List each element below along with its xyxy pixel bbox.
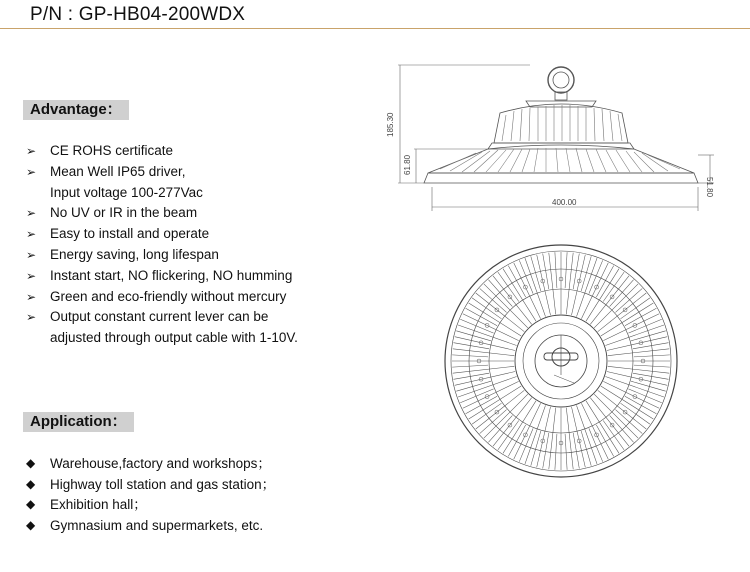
application-item: ◆ Gymnasium and supermarkets, etc.	[26, 516, 275, 537]
arrow-bullet-icon: ➢	[26, 247, 37, 262]
advantage-item: ➢ CE ROHS certificate	[26, 141, 298, 162]
top-view-drawing	[445, 245, 677, 477]
arrow-bullet-icon: ➢	[26, 289, 37, 304]
advantage-item: ➢ Energy saving, long lifespan	[26, 245, 298, 266]
advantage-list	[26, 141, 298, 349]
diamond-bullet-icon: ◆	[26, 518, 36, 533]
application-item: ◆ Warehouse,factory and workshops；	[26, 454, 275, 475]
advantage-item: ➢ Mean Well IP65 driver,	[26, 162, 298, 183]
total-height-dimension: 185.30	[386, 112, 395, 137]
arrow-bullet-icon: ➢	[26, 144, 37, 158]
arrow-bullet-icon: ➢	[26, 310, 37, 325]
advantage-item-continuation: Input voltage 100-277Vac	[50, 184, 203, 200]
application-list	[26, 454, 275, 537]
advantage-item: ➢ Output constant current lever can be	[26, 307, 298, 328]
right-height-dimension: 51.80	[705, 177, 714, 198]
arrow-bullet-icon: ➢	[26, 164, 37, 179]
advantage-item-continuation: adjusted through output cable with 1-10V.	[50, 330, 298, 346]
advantage-item: ➢ Easy to install and operate	[26, 224, 298, 245]
diamond-bullet-icon: ◆	[26, 456, 36, 470]
technical-drawing	[380, 55, 720, 495]
application-item: ◆ Exhibition hall；	[26, 495, 275, 516]
application-heading: Application：	[23, 412, 134, 432]
diamond-bullet-icon: ◆	[26, 497, 36, 512]
side-view-drawing	[398, 65, 714, 211]
advantage-heading: Advantage：	[23, 100, 129, 120]
part-number-title: P/N : GP-HB04-200WDX	[30, 4, 246, 25]
width-dimension: 400.00	[552, 198, 577, 207]
arrow-bullet-icon: ➢	[26, 206, 37, 221]
diamond-bullet-icon: ◆	[26, 476, 36, 491]
application-item: ◆ Highway toll station and gas station；	[26, 475, 275, 496]
advantage-item: ➢ Instant start, NO flickering, NO humming	[26, 266, 298, 287]
title-divider	[0, 28, 750, 29]
advantage-item: ➢ No UV or IR in the beam	[26, 203, 298, 224]
advantage-item: ➢ Green and eco-friendly without mercury	[26, 287, 298, 308]
arrow-bullet-icon: ➢	[26, 268, 37, 283]
left-height-dimension: 61.80	[403, 154, 412, 175]
arrow-bullet-icon: ➢	[26, 227, 37, 242]
